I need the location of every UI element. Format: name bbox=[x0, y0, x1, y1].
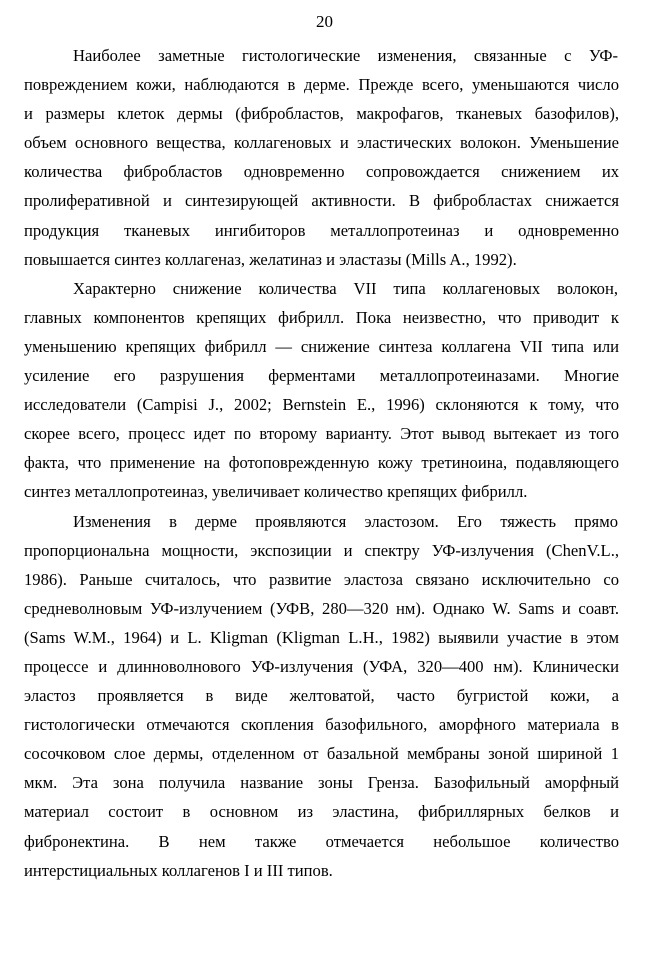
paragraph-line: главных компонентов крепящих фибрилл. Пока неизвестно, что приводит к bbox=[24, 307, 619, 327]
paragraph-line: материал состоит в основном из эластина, фибриллярных белков и bbox=[24, 802, 619, 822]
paragraph-line: Наиболее заметные гистологические изменения, связанные с УФ- bbox=[73, 46, 618, 65]
paragraph-line: синтез металлопротеиназ, увеличивает количество крепящих фибрилл. bbox=[24, 482, 528, 502]
paragraph-line: средневолновым УФ-излучением (УФВ, 280—320 нм). Однако W. Sams и соавт. bbox=[24, 598, 619, 618]
paragraph-line: факта, что применение на фотоповрежденную кожу третиноина, подавляющего bbox=[24, 453, 619, 473]
paragraph-line: (Sams W.M., 1964) и L. Kligman (Kligman L.H., 1982) выявили участие в этом bbox=[24, 627, 619, 647]
paragraph-line: и размеры клеток дермы (фибробластов, макрофагов, тканевых базофилов), bbox=[24, 104, 619, 124]
paragraph-line: Изменения в дерме проявляются эластозом. Его тяжесть прямо bbox=[73, 511, 618, 531]
paragraph-line: пролиферативной и синтезирующей активности. В фибробластах снижается bbox=[24, 191, 619, 211]
paragraph-line: уменьшению крепящих фибрилл — снижение синтеза коллагена VII типа или bbox=[24, 336, 619, 356]
paragraph-3 bbox=[24, 507, 619, 885]
paragraph-line: сосочковом слое дермы, отделенном от базальной мембраны зоной шириной 1 bbox=[24, 744, 619, 764]
paragraph-line: 1986). Раньше считалось, что развитие эластоза связано исключительно со bbox=[24, 569, 619, 589]
page-number: 20 bbox=[316, 12, 333, 31]
paragraph-line: пропорциональна мощности, экспозиции и спектру УФ-излучения (ChenV.L., bbox=[24, 540, 619, 560]
paragraph-line: объем основного вещества, коллагеновых и эластических волокон. Уменьшение bbox=[24, 133, 619, 153]
paragraph-line: исследователи (Campisi J., 2002; Bernstein E., 1996) склоняются к тому, что bbox=[24, 395, 619, 415]
paragraph-1 bbox=[24, 41, 619, 274]
paragraph-line: усиление его разрушения ферментами металлопротеиназами. Многие bbox=[24, 366, 619, 386]
paragraph-line: гистологически отмечаются скопления базофильного, аморфного материала в bbox=[24, 715, 619, 735]
paragraph-line: интерстициальных коллагенов I и III типов. bbox=[24, 860, 333, 880]
paragraph-line: количества фибробластов одновременно сопровождается снижением их bbox=[24, 162, 619, 182]
paragraph-line: повышается синтез коллагеназ, желатиназ и эластазы (Mills A., 1992). bbox=[24, 249, 517, 269]
paragraph-line: Характерно снижение количества VII типа коллагеновых волокон, bbox=[73, 278, 618, 298]
paragraph-line: скорее всего, процесс идет по второму варианту. Этот вывод вытекает из того bbox=[24, 424, 619, 444]
paragraph-line: процессе и длинноволнового УФ-излучения (УФА, 320—400 нм). Клинически bbox=[24, 656, 619, 676]
paragraph-line: фибронектина. В нем также отмечается небольшое количество bbox=[24, 831, 619, 851]
paragraph-line: продукция тканевых ингибиторов металлопротеиназ и одновременно bbox=[24, 220, 619, 240]
paragraph-line: повреждением кожи, наблюдаются в дерме. Прежде всего, уменьшаются число bbox=[24, 75, 619, 95]
body-text bbox=[24, 41, 619, 885]
paragraph-line: мкм. Эта зона получила название зоны Гренза. Базофильный аморфный bbox=[24, 773, 619, 793]
paragraph-line: эластоз проявляется в виде желтоватой, часто бугристой кожи, а bbox=[24, 686, 619, 706]
paragraph-2 bbox=[24, 274, 619, 507]
